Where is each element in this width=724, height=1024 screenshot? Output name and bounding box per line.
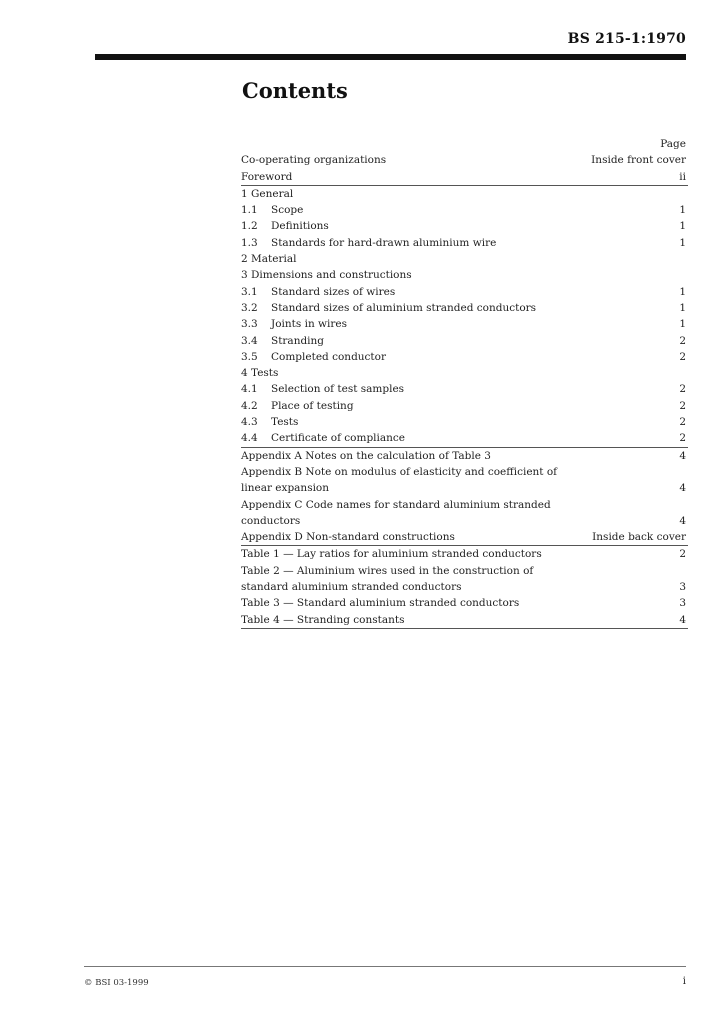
toc-entry-page: 1 bbox=[679, 301, 686, 314]
toc-entry-page: 3 bbox=[679, 581, 686, 594]
toc-entry-label bbox=[241, 235, 496, 251]
toc-entry-page: 1 bbox=[679, 220, 686, 233]
toc-entry-number: 3.4 bbox=[241, 334, 258, 347]
toc-entry-page: Inside back cover bbox=[592, 531, 686, 544]
toc-entry[interactable] bbox=[241, 414, 688, 430]
toc-entry[interactable] bbox=[241, 563, 688, 596]
toc-entry-number: 4.1 bbox=[241, 383, 258, 396]
table-of-contents bbox=[241, 136, 688, 629]
toc-entry-text: Appendix B Note on modulus of elasticity and coefficient of linear expansion bbox=[241, 465, 558, 495]
footer-rule bbox=[84, 966, 686, 967]
toc-entry-text: Appendix D Non-standard constructions bbox=[241, 531, 455, 544]
toc-entry[interactable] bbox=[241, 235, 688, 251]
toc-entry-number: 1.2 bbox=[241, 220, 258, 233]
toc-entry-label bbox=[241, 349, 386, 365]
toc-entry-page: 1 bbox=[679, 318, 686, 331]
toc-entry-label bbox=[241, 186, 293, 202]
toc-entry[interactable] bbox=[241, 169, 688, 185]
toc-entry[interactable] bbox=[241, 612, 688, 628]
toc-entry-text: Appendix C Code names for standard aluminium stranded conductors bbox=[241, 498, 551, 527]
toc-entry[interactable] bbox=[241, 284, 688, 300]
page-title: Contents bbox=[242, 78, 348, 103]
toc-entry-page: 2 bbox=[679, 432, 686, 445]
toc-entry-page: 1 bbox=[679, 236, 686, 249]
toc-entry-text: Table 3 — Standard aluminium stranded conductors bbox=[241, 597, 520, 610]
toc-entry[interactable] bbox=[241, 316, 688, 332]
header-rule bbox=[95, 54, 686, 60]
toc-entry-text: Appendix A Notes on the calculation of Table 3 bbox=[241, 449, 491, 462]
page-number: i bbox=[682, 976, 686, 987]
toc-entry-label bbox=[241, 365, 278, 381]
toc-end-rule bbox=[241, 628, 688, 629]
toc-entry[interactable] bbox=[241, 497, 688, 530]
toc-entry-text: Stranding bbox=[271, 334, 325, 347]
toc-entry-label bbox=[241, 595, 519, 611]
toc-entry-number: 3.3 bbox=[241, 318, 258, 331]
page-column-label: Page bbox=[660, 138, 686, 150]
toc-entry-label bbox=[241, 529, 455, 545]
toc-entry-label bbox=[241, 267, 412, 283]
toc-entry[interactable] bbox=[241, 185, 688, 202]
toc-entry-text: Joints in wires bbox=[271, 318, 348, 331]
toc-entry-page: 2 bbox=[679, 416, 686, 429]
toc-entry-text: Co-operating organizations bbox=[241, 154, 387, 167]
toc-entry-page: 4 bbox=[679, 514, 686, 527]
toc-entry-text: Certificate of compliance bbox=[271, 432, 406, 445]
toc-entry-page: 2 bbox=[679, 548, 686, 561]
toc-entry-page: 2 bbox=[679, 383, 686, 396]
toc-entry-page: 2 bbox=[679, 350, 686, 363]
toc-entry[interactable] bbox=[241, 529, 688, 545]
toc-entry-number: 4.4 bbox=[241, 432, 258, 445]
toc-entry[interactable] bbox=[241, 447, 688, 464]
toc-entry-label bbox=[241, 612, 405, 628]
toc-entry-label bbox=[241, 218, 329, 234]
toc-entry-label bbox=[241, 464, 581, 497]
toc-entry-label bbox=[241, 202, 303, 218]
toc-entry[interactable] bbox=[241, 365, 688, 381]
toc-entry-text: Place of testing bbox=[271, 399, 354, 412]
toc-entry-page: 4 bbox=[679, 482, 686, 495]
toc-entry-label bbox=[241, 333, 324, 349]
toc-entry-label bbox=[241, 152, 386, 168]
toc-entry-page: 2 bbox=[679, 334, 686, 347]
toc-entry[interactable] bbox=[241, 349, 688, 365]
toc-entry-text: Table 2 — Aluminium wires used in the construction of standard aluminium stranded conductors bbox=[241, 564, 534, 594]
toc-entry-label bbox=[241, 563, 581, 596]
toc-entry[interactable] bbox=[241, 202, 688, 218]
toc-entry-text: Foreword bbox=[241, 170, 293, 183]
toc-entry-label bbox=[241, 169, 292, 185]
toc-entry[interactable] bbox=[241, 218, 688, 234]
toc-entry-number: 4.3 bbox=[241, 416, 258, 429]
toc-entry[interactable] bbox=[241, 251, 688, 267]
toc-entry-label bbox=[241, 316, 347, 332]
toc-entry-text: 3 Dimensions and constructions bbox=[241, 269, 412, 282]
toc-entry[interactable] bbox=[241, 152, 688, 168]
toc-entry-page: 3 bbox=[679, 597, 686, 610]
toc-entry-text: Scope bbox=[271, 204, 304, 217]
toc-entry-page: Inside front cover bbox=[591, 154, 686, 167]
toc-entry[interactable] bbox=[241, 430, 688, 446]
toc-entry-label bbox=[241, 381, 404, 397]
toc-entry-text: Selection of test samples bbox=[271, 383, 405, 396]
toc-entry-label bbox=[241, 497, 581, 530]
toc-entry-label bbox=[241, 546, 542, 562]
copyright-notice: © BSI 03-1999 bbox=[84, 978, 149, 988]
toc-entry-label bbox=[241, 284, 395, 300]
toc-entry-number: 3.2 bbox=[241, 301, 258, 314]
toc-entry[interactable] bbox=[241, 595, 688, 611]
toc-entry-text: Completed conductor bbox=[271, 350, 386, 363]
toc-entry-page: 4 bbox=[679, 449, 686, 462]
toc-entry[interactable] bbox=[241, 398, 688, 414]
toc-entry[interactable] bbox=[241, 545, 688, 562]
toc-entry-number: 4.2 bbox=[241, 399, 258, 412]
toc-entry-text: 1 General bbox=[241, 187, 294, 200]
toc-entry-page: 4 bbox=[679, 613, 686, 626]
toc-entry[interactable] bbox=[241, 381, 688, 397]
toc-entry-number: 3.1 bbox=[241, 285, 258, 298]
toc-entry-text: 4 Tests bbox=[241, 367, 279, 380]
toc-entry-label bbox=[241, 251, 296, 267]
toc-entry-label bbox=[241, 398, 354, 414]
toc-entry-page: 2 bbox=[679, 399, 686, 412]
toc-entry-number: 1.1 bbox=[241, 204, 258, 217]
toc-entry-number: 3.5 bbox=[241, 350, 258, 363]
toc-entry[interactable] bbox=[241, 464, 688, 497]
toc-entry-page: ii bbox=[679, 170, 686, 183]
toc-entry-text: Standard sizes of aluminium stranded conductors bbox=[271, 301, 537, 314]
toc-entry[interactable] bbox=[241, 300, 688, 316]
toc-entry-text: Table 1 — Lay ratios for aluminium stranded conductors bbox=[241, 548, 542, 561]
page-column-header bbox=[241, 136, 688, 152]
toc-entry[interactable] bbox=[241, 267, 688, 283]
toc-entry-label bbox=[241, 430, 405, 446]
toc-entry-text: 2 Material bbox=[241, 253, 297, 266]
toc-entry-label bbox=[241, 448, 491, 464]
toc-entry-label bbox=[241, 414, 298, 430]
toc-entry-text: Standards for hard-drawn aluminium wire bbox=[271, 236, 497, 249]
toc-entry-label bbox=[241, 300, 536, 316]
toc-entry-text: Tests bbox=[271, 416, 299, 429]
toc-entry-page: 1 bbox=[679, 285, 686, 298]
document-id: BS 215-1:1970 bbox=[567, 31, 686, 47]
toc-entry-text: Standard sizes of wires bbox=[271, 285, 396, 298]
toc-entry[interactable] bbox=[241, 333, 688, 349]
toc-entry-text: Definitions bbox=[271, 220, 329, 233]
toc-entry-page: 1 bbox=[679, 204, 686, 217]
toc-entry-number: 1.3 bbox=[241, 236, 258, 249]
toc-entry-text: Table 4 — Stranding constants bbox=[241, 613, 405, 626]
